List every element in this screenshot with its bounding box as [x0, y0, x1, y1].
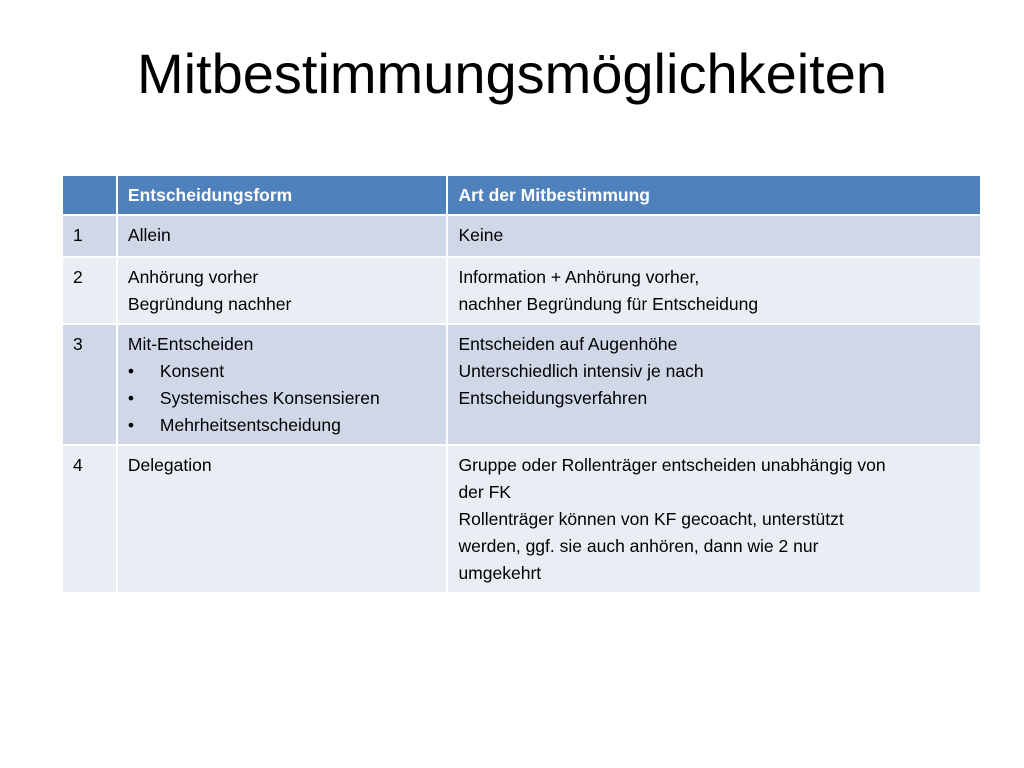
row-form-cell — [117, 445, 448, 593]
row-form-cell — [117, 324, 448, 445]
table-row — [62, 257, 981, 324]
form-line: Mit-Entscheiden — [127, 334, 254, 354]
form-line: Allein — [127, 225, 171, 245]
bullet-item — [128, 358, 437, 385]
row-form-cell — [117, 215, 448, 257]
slide-title: Mitbestimmungsmöglichkeiten — [136, 42, 888, 105]
bullet-text: Systemisches Konsensieren — [159, 388, 380, 408]
header-number — [62, 175, 117, 215]
row-number: 3 — [62, 324, 117, 445]
table-header-row — [62, 175, 981, 215]
row-number: 2 — [62, 257, 117, 324]
header-art-der-mitbestimmung: Art der Mitbestimmung — [447, 175, 981, 215]
art-line: Entscheiden auf Augenhöhe — [458, 334, 678, 354]
form-bullet-list — [128, 358, 437, 439]
table-row — [62, 445, 981, 593]
row-number: 4 — [62, 445, 117, 593]
art-line: Gruppe oder Rollenträger entscheiden unabhängig von — [458, 455, 886, 475]
bullet-item — [128, 385, 437, 412]
row-art-cell — [447, 215, 981, 257]
art-line: Keine — [458, 225, 504, 245]
art-line: Information + Anhörung vorher, — [458, 267, 700, 287]
row-art-cell — [447, 324, 981, 445]
row-form-cell — [117, 257, 448, 324]
bullet-dot: • — [127, 415, 135, 435]
decision-table — [61, 174, 982, 594]
header-entscheidungsform: Entscheidungsform — [117, 175, 448, 215]
bullet-text: Mehrheitsentscheidung — [159, 415, 341, 435]
bullet-dot: • — [127, 361, 135, 381]
art-line: nachher Begründung für Entscheidung — [458, 294, 759, 314]
table-row — [62, 215, 981, 257]
form-line: Anhörung vorher — [127, 267, 259, 287]
art-line: Rollenträger können von KF gecoacht, unterstützt — [458, 509, 844, 529]
bullet-item — [128, 412, 437, 439]
bullet-text: Konsent — [159, 361, 225, 381]
art-line: umgekehrt — [458, 563, 542, 583]
art-line: Entscheidungsverfahren — [458, 388, 648, 408]
bullet-dot: • — [127, 388, 135, 408]
form-line: Begründung nachher — [127, 294, 292, 314]
row-art-cell — [447, 257, 981, 324]
row-art-cell — [447, 445, 981, 593]
form-line: Delegation — [127, 455, 212, 475]
row-number: 1 — [62, 215, 117, 257]
art-line: werden, ggf. sie auch anhören, dann wie 2 nur — [458, 536, 819, 556]
art-line: Unterschiedlich intensiv je nach — [458, 361, 704, 381]
art-line: der FK — [458, 482, 511, 502]
table-row — [62, 324, 981, 445]
